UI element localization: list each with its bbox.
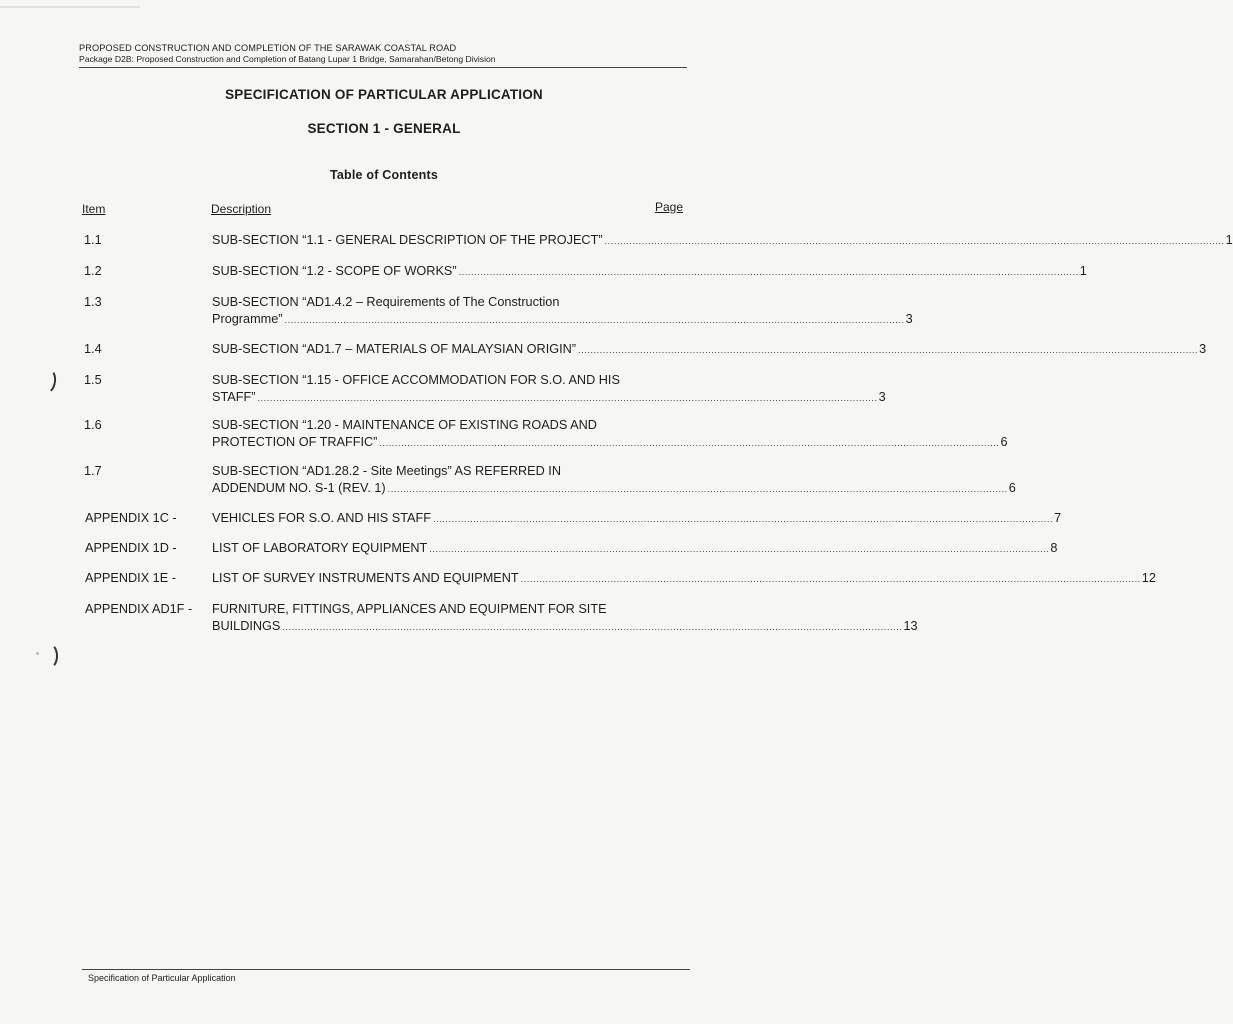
toc-entry-description — [212, 263, 1087, 281]
document-header — [79, 42, 689, 65]
toc-entry-page: 13 — [903, 619, 918, 633]
toc-entry-page: 12 — [1141, 571, 1156, 585]
toc-entry-text: SUB-SECTION “1.1 - GENERAL DESCRIPTION OF THE PROJECT” — [212, 233, 603, 247]
toc-entry-item: 1.4 — [84, 342, 102, 356]
punch-hole-mark — [40, 643, 58, 669]
toc-entry-description — [212, 372, 886, 407]
toc-entry-text: LIST OF SURVEY INSTRUMENTS AND EQUIPMENT — [212, 571, 519, 585]
toc-entry-item: 1.2 — [84, 264, 102, 278]
toc-entry-description — [212, 570, 1156, 588]
toc-entry-item: APPENDIX 1D - — [85, 541, 177, 555]
toc-entry-description — [212, 463, 1016, 498]
header-package-title: Package D2B: Proposed Construction and Completion of Batang Lupar 1 Bridge, Samarahan/Betong Division — [79, 54, 496, 64]
column-header-description: Description — [211, 202, 272, 216]
toc-entry-item: 1.3 — [84, 295, 102, 309]
header-project-title: PROPOSED CONSTRUCTION AND COMPLETION OF THE SARAWAK COASTAL ROAD — [79, 43, 457, 53]
toc-entry-page: 3 — [905, 312, 913, 326]
toc-entry-item: 1.7 — [84, 464, 102, 478]
toc-leader-dots: ........................................................................................................................................................................................................ — [578, 345, 1199, 355]
header-divider — [79, 67, 687, 68]
toc-leader-dots: ........................................................................................................................................................................................................ — [604, 236, 1225, 246]
toc-entry-text-continued: PROTECTION OF TRAFFIC” — [212, 435, 378, 449]
section-title: SECTION 1 - GENERAL — [307, 121, 461, 136]
toc-entry-description — [212, 540, 1058, 558]
toc-entry-text: SUB-SECTION “1.2 - SCOPE OF WORKS” — [212, 264, 457, 278]
toc-heading: Table of Contents — [329, 168, 439, 182]
footer-divider — [82, 969, 690, 970]
toc-entry-description — [212, 510, 1062, 528]
toc-entry-text-continued: BUILDINGS — [212, 619, 281, 633]
toc-leader-dots: ........................................................................................................................................................................................................ — [284, 315, 905, 325]
toc-entry-page: 8 — [1050, 541, 1058, 555]
toc-entry-item: 1.1 — [84, 233, 102, 247]
toc-entry-text: SUB-SECTION “AD1.7 – MATERIALS OF MALAYSIAN ORIGIN” — [212, 342, 577, 356]
toc-entry-text-continued: Programme” — [212, 312, 283, 326]
toc-entry-text: SUB-SECTION “AD1.4.2 – Requirements of The Construction — [212, 295, 560, 309]
toc-entry-text: SUB-SECTION “1.20 - MAINTENANCE OF EXISTING ROADS AND — [212, 418, 597, 432]
toc-entry-item: APPENDIX 1C - — [85, 511, 177, 525]
toc-leader-dots: ........................................................................................................................................................................................................ — [520, 574, 1141, 584]
scan-artifact — [0, 6, 140, 8]
toc-entry-item: APPENDIX 1E - — [85, 571, 176, 585]
toc-leader-dots: ........................................................................................................................................................................................................ — [387, 484, 1008, 494]
document-footer: Specification of Particular Application — [88, 973, 236, 983]
toc-entry-description — [212, 341, 1207, 359]
document-title: SPECIFICATION OF PARTICULAR APPLICATION — [225, 87, 543, 102]
toc-entry-page: 1 — [1225, 233, 1233, 247]
toc-entry-page: 6 — [1000, 435, 1008, 449]
toc-entry-page: 1 — [1079, 264, 1087, 278]
toc-leader-dots: ........................................................................................................................................................................................................ — [458, 267, 1079, 277]
toc-entry-page: 3 — [1199, 342, 1207, 356]
toc-entry-page: 3 — [878, 390, 886, 404]
toc-entry-page: 7 — [1054, 511, 1062, 525]
scan-artifact — [36, 652, 39, 655]
toc-entry-text-continued: STAFF” — [212, 390, 256, 404]
toc-leader-dots: ........................................................................................................................................................................................................ — [379, 438, 1000, 448]
toc-entry-text: SUB-SECTION “AD1.28.2 - Site Meetings” AS REFERRED IN — [212, 464, 561, 478]
column-header-item: Item — [82, 202, 106, 216]
toc-entry-description — [212, 294, 913, 329]
toc-entry-item: APPENDIX AD1F - — [85, 602, 193, 616]
toc-entry-text: SUB-SECTION “1.15 - OFFICE ACCOMMODATION FOR S.O. AND HIS — [212, 373, 620, 387]
toc-entry-item: 1.6 — [84, 418, 102, 432]
toc-leader-dots: ........................................................................................................................................................................................................ — [429, 544, 1050, 554]
toc-entry-text-continued: ADDENDUM NO. S-1 (REV. 1) — [212, 481, 386, 495]
toc-leader-dots: ........................................................................................................................................................................................................ — [282, 622, 903, 632]
toc-entry-page: 6 — [1008, 481, 1016, 495]
punch-hole-mark — [36, 367, 57, 395]
toc-entry-text: FURNITURE, FITTINGS, APPLIANCES AND EQUIPMENT FOR SITE — [212, 602, 607, 616]
column-header-page: Page — [654, 200, 683, 214]
toc-entry-text: LIST OF LABORATORY EQUIPMENT — [212, 541, 428, 555]
toc-entry-description — [212, 601, 918, 636]
toc-leader-dots: ........................................................................................................................................................................................................ — [257, 393, 878, 403]
toc-entry-item: 1.5 — [84, 373, 102, 387]
toc-entry-description — [212, 417, 1008, 452]
toc-entry-description — [212, 232, 1233, 250]
toc-leader-dots: ........................................................................................................................................................................................................ — [433, 514, 1054, 524]
toc-entry-text: VEHICLES FOR S.O. AND HIS STAFF — [212, 511, 432, 525]
